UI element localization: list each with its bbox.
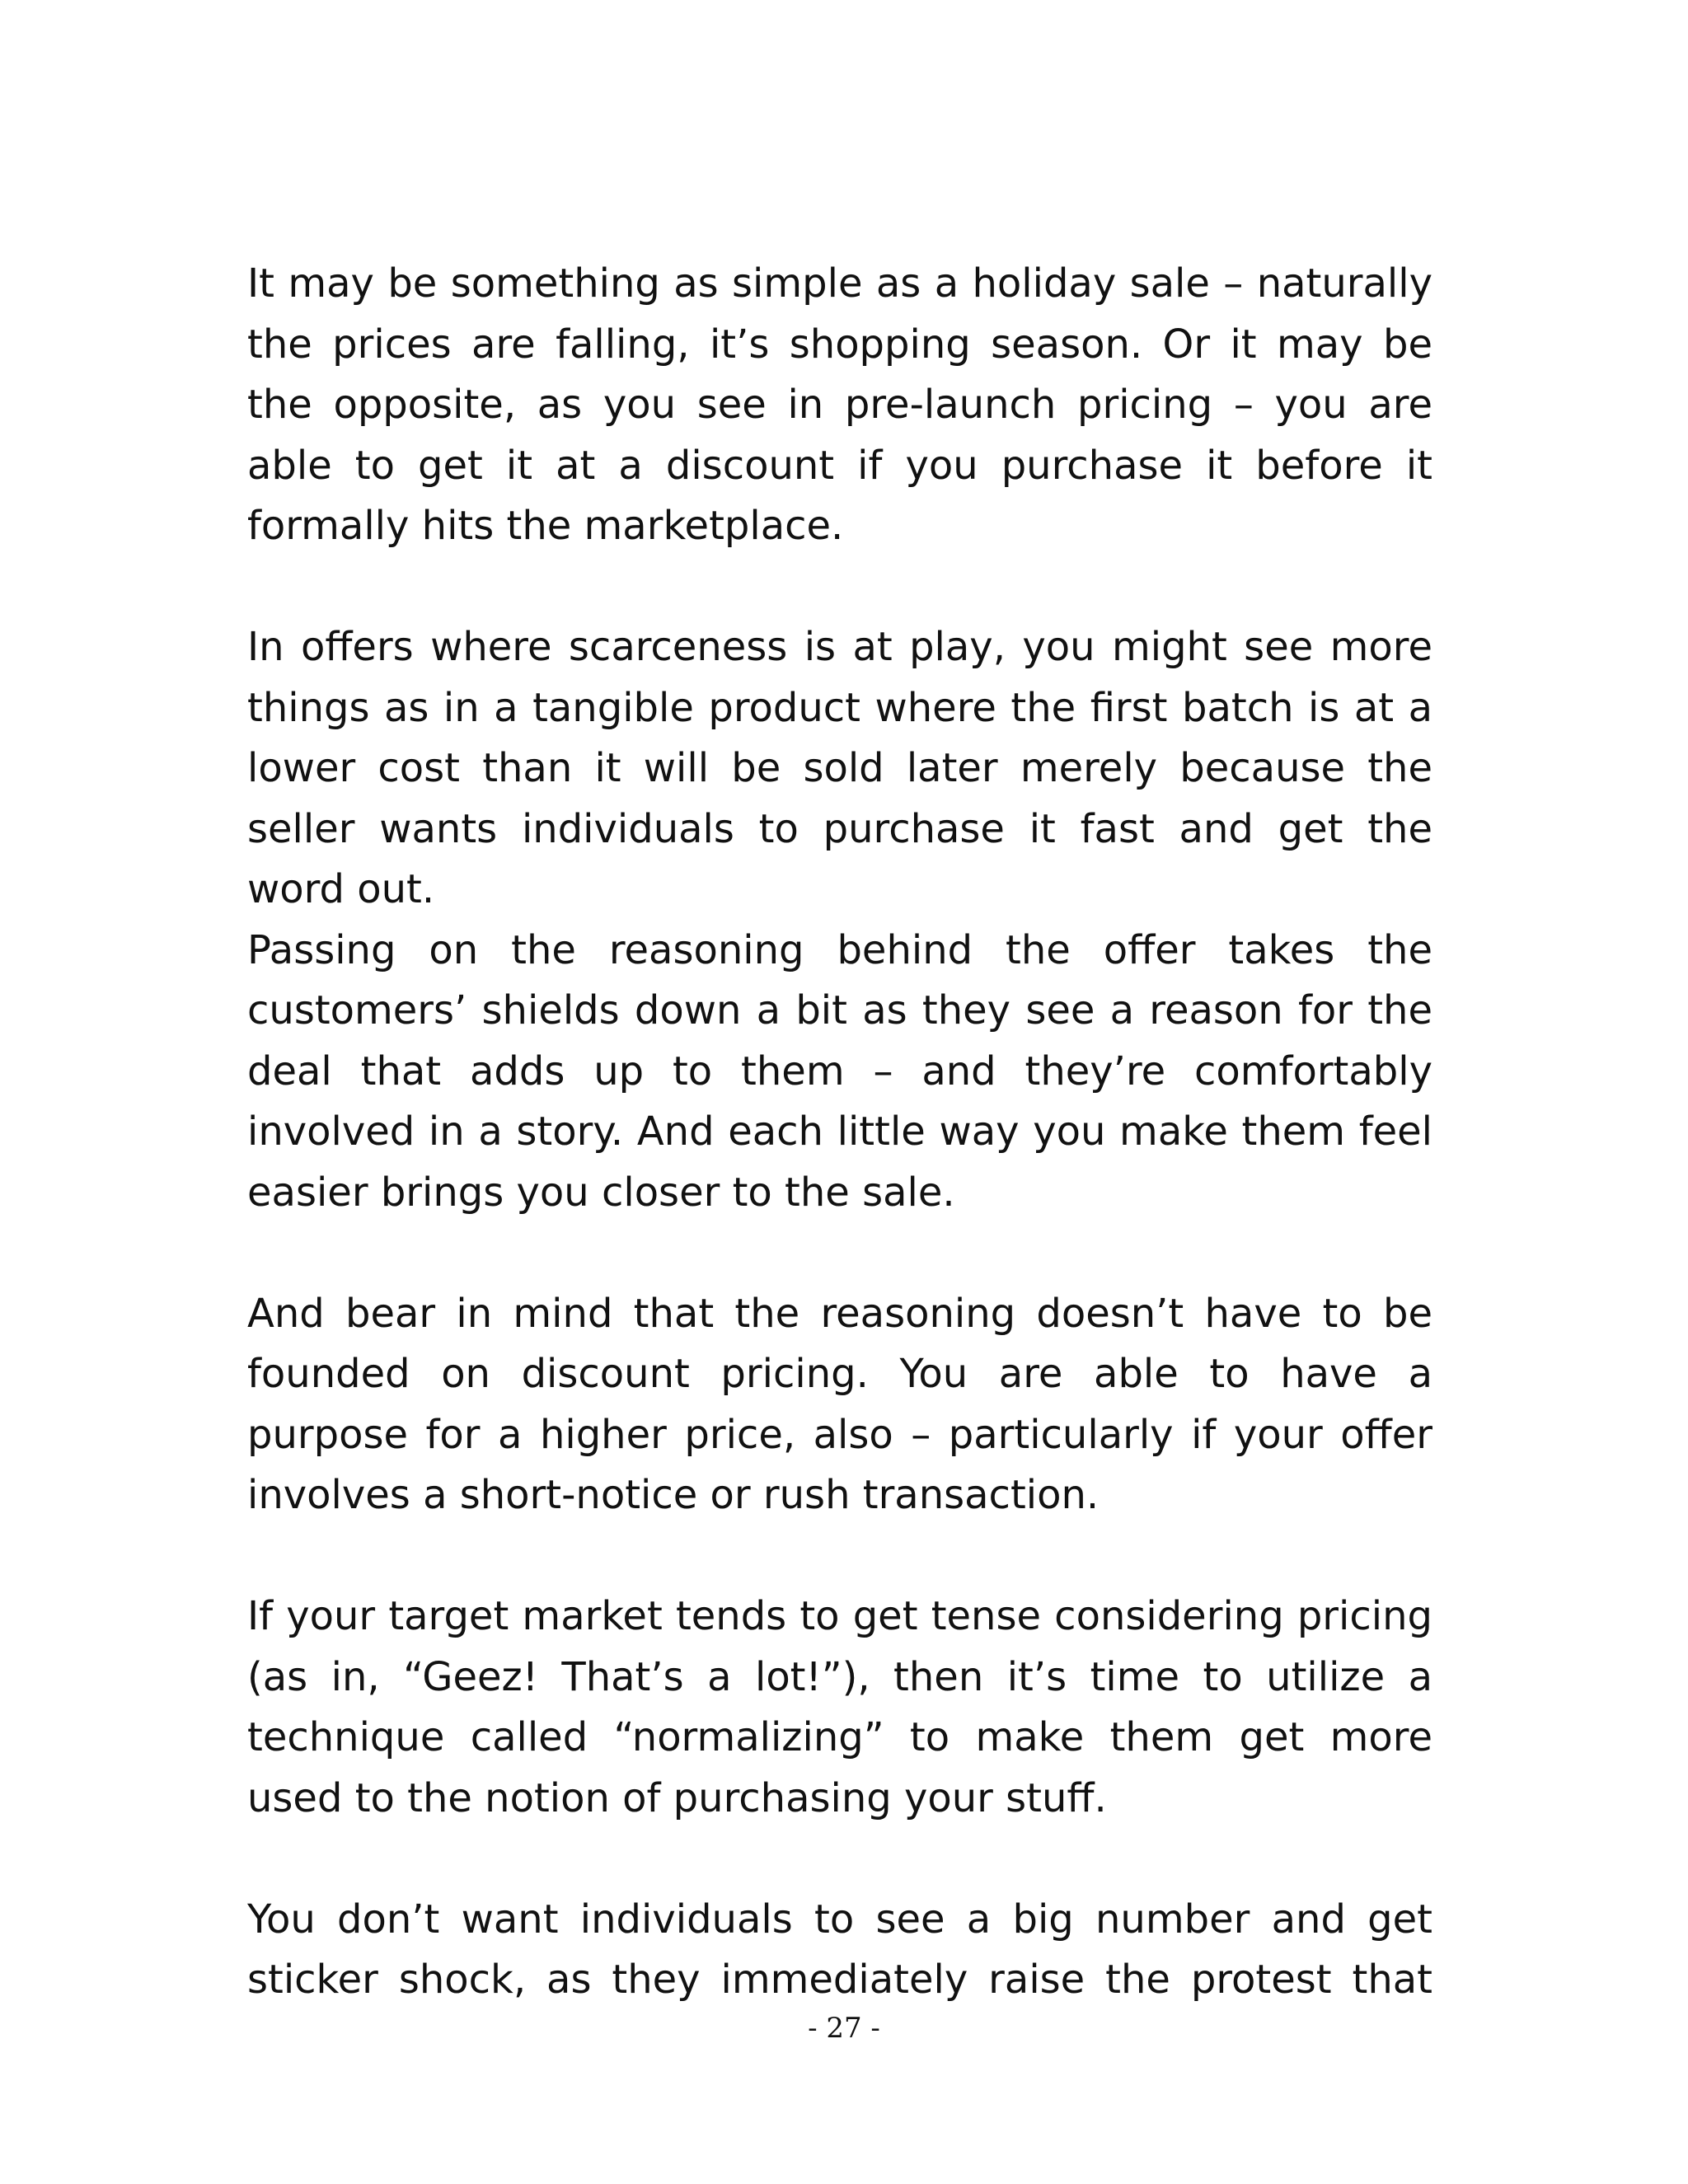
paragraph-reasoning: Passing on the reasoning behind the offer takes the customers’ shields down a bit as they see a reason for the deal that adds up to them – and they’re comfortably involved in a story. And each little way you make them feel easier brings you closer to the sale. [247,926,1432,1216]
page-number: - 27 - [808,2012,880,2045]
paragraph-normalizing: If your target market tends to get tense considering pricing (as in, “Geez! That’s a lot!”), then it’s time to utilize a technique called “normalizing” to make them get more used to the notion of purchasing your stuff. [247,1593,1432,1821]
body-text [247,254,1432,2011]
paragraph-higher-price: And bear in mind that the reasoning doesn’t have to be founded on discount pricing. You are able to have a purpose for a higher price, also – particularly if your offer involves a short-notice or rush transaction. [247,1290,1432,1518]
paragraph-scarceness: In offers where scarceness is at play, you might see more things as in a tangible product where the first batch is at a lower cost than it will be sold later merely because the seller wants individuals to purchase it fast and get the word out. [247,624,1432,912]
paragraph-sticker-shock: You don’t want individuals to see a big number and get sticker shock, as they immediately raise the protest that [247,1896,1432,2003]
paragraph-holiday-sale: It may be something as simple as a holiday sale – naturally the prices are falling, it’s shopping season. Or it may be the opposite, as you see in pre-launch pricing – you are able to get it at a discount if you purchase it before it formally hits the marketplace. [247,260,1432,549]
